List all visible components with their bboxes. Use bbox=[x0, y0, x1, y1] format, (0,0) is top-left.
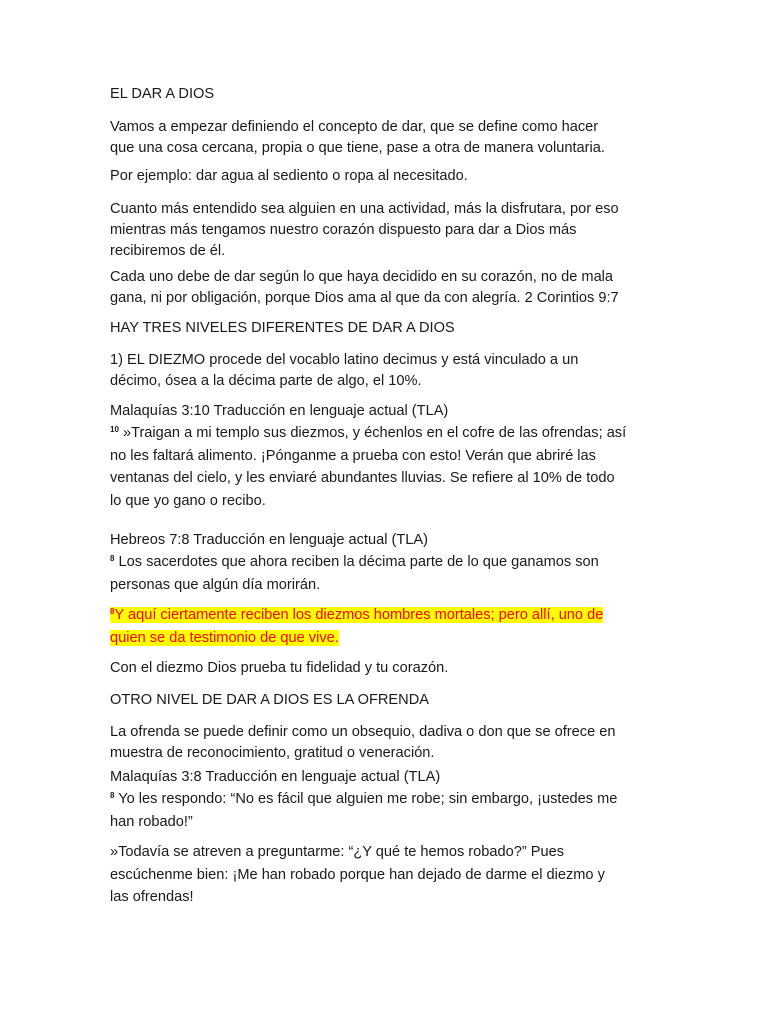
paragraph-ofrenda-definition: La ofrenda se puede definir como un obsequio, dadiva o don que se ofrece en muestra de reconocimiento, gratitud o veneración. bbox=[110, 724, 616, 761]
verse-malaquias-3-8: $^8$ Yo les respondo: “No es fácil que alguien me robe; sin embargo, ¡ustedes me han robado!” bbox=[110, 791, 618, 830]
document-title: EL DAR A DIOS bbox=[110, 86, 215, 102]
verse-number: 8 bbox=[110, 554, 115, 563]
verse-hebreos-7-8: $^8$ Los sacerdotes que ahora reciben la décima parte de lo que ganamos son personas que algún día morirán. bbox=[110, 554, 599, 593]
heading-ofrenda: OTRO NIVEL DE DAR A DIOS ES LA OFRENDA bbox=[110, 692, 429, 708]
reference-hebreos-7-8: Hebreos 7:8 Traducción en lenguaje actual (TLA) bbox=[110, 532, 429, 548]
paragraph-example: Por ejemplo: dar agua al sediento o ropa al necesitado. bbox=[110, 168, 468, 184]
verse-number: 8 bbox=[110, 791, 115, 800]
paragraph-diezmo: 1) EL DIEZMO procede del vocablo latino decimus y está vinculado a un décimo, ósea a la décima parte de algo, el 10%. bbox=[110, 352, 579, 389]
paragraph-final: »Todavía se atreven a preguntarme: “¿Y qué te hemos robado?” Pues escúchenme bien: ¡Me han robado porque han dejado de darme el diezmo y las ofrendas! bbox=[110, 844, 605, 905]
highlighted-verse: $^8$Y aquí ciertamente reciben los diezmos hombres mortales; pero allí, uno de quien se da testimonio de que vive. bbox=[110, 607, 604, 646]
verse-number: 10 bbox=[110, 425, 119, 434]
verse-number: 8 bbox=[110, 607, 115, 616]
reference-malaquias-3-10: Malaquías 3:10 Traducción en lenguaje actual (TLA) bbox=[110, 403, 449, 419]
reference-malaquias-3-8: Malaquías 3:8 Traducción en lenguaje actual (TLA) bbox=[110, 769, 441, 785]
paragraph-diezmo-prueba: Con el diezmo Dios prueba tu fidelidad y tu corazón. bbox=[110, 660, 449, 676]
paragraph-definition: Vamos a empezar definiendo el concepto de dar, que se define como hacer que una cosa cercana, propia o que tiene, pase a otra de manera voluntaria. bbox=[110, 119, 605, 156]
verse-malaquias-3-10: $^{10}$ »Traigan a mi templo sus diezmos, y échenlos en el cofre de las ofrendas; así no les faltará alimento. ¡Pónganme a prueba con esto! Verán que abriré las ventanas del cielo, y les enviaré abundantes lluvias. Se refiere al 10% de todo lo que yo gano o recibo. bbox=[110, 425, 627, 509]
paragraph-corinthians: Cada uno debe de dar según lo que haya decidido en su corazón, no de mala gana, ni por obligación, porque Dios ama al que da con alegría. 2 Corintios 9:7 bbox=[110, 269, 619, 306]
heading-three-levels: HAY TRES NIVELES DIFERENTES DE DAR A DIOS bbox=[110, 320, 455, 336]
paragraph-understanding: Cuanto más entendido sea alguien en una actividad, más la disfrutara, por eso mientras más tengamos nuestro corazón dispuesto para dar a Dios más recibiremos de él. bbox=[110, 201, 619, 259]
